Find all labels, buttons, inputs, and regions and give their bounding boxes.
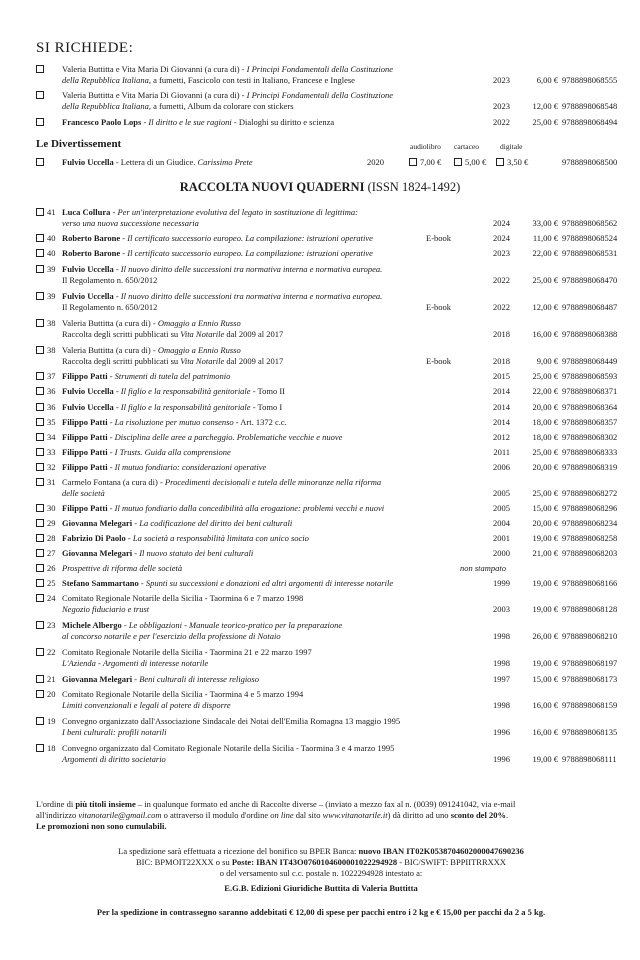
item-author: Stefano Sammartano (62, 578, 139, 588)
digital-price: 3,50 € (507, 157, 529, 167)
item-title: Argomenti di diritto societario (62, 754, 166, 764)
order-checkbox[interactable] (36, 690, 44, 698)
order-checkbox[interactable] (36, 717, 44, 725)
item-year: 2023 (493, 101, 510, 111)
separator: - (107, 371, 115, 381)
item-author: Carmelo Fontana (a cura di) (62, 477, 158, 487)
item-price: 15,00 € (532, 674, 558, 684)
item-title: I Principi Fondamentali della Costituzione (246, 90, 394, 100)
item-price: 25,00 € (532, 275, 558, 285)
page-heading: SI RICHIEDE: (36, 40, 134, 56)
volume-number: 39 (47, 291, 56, 301)
item-title: Prospettive di riforma delle società (62, 563, 183, 573)
order-checkbox[interactable] (36, 372, 44, 380)
volume-number: 36 (47, 402, 56, 412)
order-checkbox[interactable] (36, 433, 44, 441)
footer-payment-info: La spedizione sarà effettuata a ricezione del bonifico su BPER Banca: nuovo IBAN IT02K0538704602000047690236 BIC: BPMOIT22XXX o su Poste: IBAN IT43O0760104600001022294928 - BIC/SWIFT: BPPIITRRXXX o del versamento sul c.c. postale n. 1022294928 intestato a: E.G.B. Edizioni Giuridiche Buttita di Valeria Buttitta (118, 846, 524, 893)
audiobook-checkbox[interactable] (409, 158, 417, 166)
item-isbn: 9788898068197 (562, 658, 618, 668)
item-author: Giovanna Melegari (62, 548, 133, 558)
item-author: Filippo Patti (62, 447, 108, 457)
item-title: Le obbligazioni - Manuale teorico-pratico per la preparazione (128, 620, 343, 630)
item-isbn: 9788898068531 (562, 248, 618, 258)
volume-number: 22 (47, 647, 56, 657)
item-price: 11,00 € (532, 233, 558, 243)
item-price: 22,00 € (532, 248, 558, 258)
item-title: Per un'interpretazione evolutiva del legato in sostituzione di legittima: (117, 207, 358, 217)
separator: - (110, 207, 118, 217)
item-title: Omaggio a Ennio Russo (157, 345, 241, 355)
order-checkbox[interactable] (36, 65, 44, 73)
item-isbn: 9788898068272 (562, 488, 618, 498)
volume-number: 39 (47, 264, 56, 274)
item-price: 9,00 € (536, 356, 558, 366)
item-year: 2022 (493, 275, 510, 285)
item-year: 1996 (493, 754, 510, 764)
item-author: Fulvio Uccella (62, 386, 114, 396)
item-year: 2005 (493, 503, 510, 513)
item-year: 2011 (493, 447, 510, 457)
volume-number: 29 (47, 518, 56, 528)
item-title: Limiti convenzionali e legali al potere di disporre (62, 700, 231, 710)
item-author: Filippo Patti (62, 503, 108, 513)
order-checkbox[interactable] (36, 448, 44, 456)
item-year: 1997 (493, 674, 510, 684)
item-isbn: 9788898068364 (562, 402, 618, 412)
volume-number: 32 (47, 462, 56, 472)
item-price: 20,00 € (532, 462, 558, 472)
item-author: Fulvio Uccella (62, 291, 114, 301)
item-author: Fulvio Uccella (62, 157, 114, 167)
volume-number: 25 (47, 578, 56, 588)
item-title: della Repubblica Italiana (62, 101, 149, 111)
item-isbn: 9788898068593 (562, 371, 618, 381)
item-year: 2001 (493, 533, 510, 543)
separator: - (107, 462, 115, 472)
item-isbn: 9788898068319 (562, 462, 618, 472)
item-author: Valeria Buttitta (a cura di) (62, 345, 151, 355)
item-isbn: 9788898068234 (562, 518, 618, 528)
item-title: I beni culturali: profili notarili (62, 727, 167, 737)
volume-number: 34 (47, 432, 56, 442)
item-year: 2006 (493, 462, 510, 472)
volume-number: 26 (47, 563, 56, 573)
order-checkbox[interactable] (36, 564, 44, 572)
volume-number: 24 (47, 593, 56, 603)
order-checkbox[interactable] (36, 504, 44, 512)
order-checkbox[interactable] (36, 265, 44, 273)
item-author: Comitato Regionale Notarile della Sicilia - Taormina 21 e 22 marzo 1997 (62, 647, 312, 657)
item-title: Procedimenti decisionali e tutela delle minoranze nella riforma (164, 477, 382, 487)
separator: - (120, 248, 128, 258)
item-isbn: 9788898068203 (562, 548, 618, 558)
item-title: Il figlio e la responsabilità genitoriale (120, 386, 251, 396)
order-checkbox[interactable] (36, 463, 44, 471)
digital-checkbox[interactable] (496, 158, 504, 166)
status-not-printed: non stampato (460, 563, 507, 573)
item-isbn: 9788898068111 (562, 754, 617, 764)
order-checkbox[interactable] (36, 234, 44, 242)
separator: - (150, 345, 158, 355)
item-description: Raccolta degli scritti pubblicati su (62, 329, 181, 339)
separator: - (107, 447, 115, 457)
item-year: 2023 (493, 248, 510, 258)
item-isbn: 9788898068296 (562, 503, 618, 513)
item-isbn: 9788898068548 (562, 101, 618, 111)
separator: - (121, 620, 129, 630)
volume-number: 40 (47, 233, 56, 243)
item-author: Francesco Paolo Lops (62, 117, 142, 127)
item-author: Valeria Buttitta (a cura di) (62, 318, 151, 328)
item-journal: Vita Notarile (180, 329, 225, 339)
item-title: La codificazione del diritto dei beni culturali (139, 518, 293, 528)
item-isbn: 9788898068159 (562, 700, 618, 710)
separator: - (132, 518, 140, 528)
item-year: 1998 (493, 658, 510, 668)
item-year: 1998 (493, 631, 510, 641)
volume-number: 33 (47, 447, 56, 457)
website-link[interactable]: www.vitanotarile.it (322, 810, 388, 820)
item-price: 19,00 € (532, 658, 558, 668)
item-price: 16,00 € (532, 700, 558, 710)
item-year: 2018 (493, 356, 510, 366)
item-price: 25,00 € (532, 117, 558, 127)
order-checkbox[interactable] (36, 594, 44, 602)
item-title: La società a responsabilità limitata con unico socio (132, 533, 309, 543)
order-checkbox[interactable] (36, 319, 44, 327)
volume-number: 37 (47, 371, 56, 381)
volume-number: 19 (47, 716, 56, 726)
item-year: 2023 (493, 75, 510, 85)
item-description: Il Regolamento n. 650/2012 (62, 302, 158, 312)
item-year: 2012 (493, 432, 510, 442)
item-isbn: 9788898068562 (562, 218, 618, 228)
collection-title: RACCOLTA NUOVI QUADERNI (ISSN 1824-1492) (179, 180, 461, 194)
item-isbn: 9788898068388 (562, 329, 618, 339)
order-checkbox[interactable] (36, 91, 44, 99)
format-label-paper: cartaceo (454, 142, 479, 151)
paper-price: 5,00 € (465, 157, 487, 167)
item-year: 1999 (493, 578, 510, 588)
separator: - (138, 578, 146, 588)
item-price: 19,00 € (532, 754, 558, 764)
audiobook-price: 7,00 € (420, 157, 442, 167)
item-author: Giovanna Melegari (62, 674, 133, 684)
item-description: dal 2009 al 2017 (224, 329, 284, 339)
item-author: Fabrizio Di Paolo (62, 533, 126, 543)
item-author: Fulvio Uccella (62, 402, 114, 412)
item-isbn: 9788898068494 (562, 117, 618, 127)
order-checkbox[interactable] (36, 519, 44, 527)
volume-number: 20 (47, 689, 56, 699)
format-label-audiobook: audiolibro (410, 142, 441, 151)
order-checkbox[interactable] (36, 648, 44, 656)
item-isbn: 9788898068555 (562, 75, 618, 85)
order-checkbox[interactable] (36, 579, 44, 587)
item-title: della Repubblica Italiana (62, 75, 149, 85)
footer-order-terms: L'ordine di più titoli insieme – in qualunque formato ed anche di Raccolte diverse – (inviato a mezzo fax al n. (0039) 091241042, via e-mail all'indirizzo vitanotarile@gmail.com o attraverso il modulo d'ordine on line dal sito www.vitanotarile.it) dà diritto ad uno sconto del 20%. Le promozioni non sono cumulabili. (36, 799, 516, 831)
item-isbn: 9788898068449 (562, 356, 618, 366)
item-title: Omaggio a Ennio Russo (157, 318, 241, 328)
item-isbn: 9788898068302 (562, 432, 618, 442)
item-title: al concorso notarile e per l'esercizio della professione di Notaio (62, 631, 281, 641)
item-author: Convegno organizzato dal Comitato Regionale Notarile della Sicilia - Taormina 3 e 4 marzo 1995 (62, 743, 395, 753)
item-title: I Principi Fondamentali della Costituzione (246, 64, 394, 74)
item-title: Il nuovo diritto delle successioni tra normativa interna e normativa europea. (120, 291, 383, 301)
item-author: Filippo Patti (62, 462, 108, 472)
volume-number: 28 (47, 533, 56, 543)
item-year: 2015 (493, 371, 510, 381)
item-price: 19,00 € (532, 533, 558, 543)
item-price: 25,00 € (532, 488, 558, 498)
separator: - (125, 533, 133, 543)
item-price: 21,00 € (532, 548, 558, 558)
item-author: Giovanna Melegari (62, 518, 133, 528)
separator: - (107, 503, 115, 513)
order-checkbox[interactable] (36, 118, 44, 126)
item-year: 2014 (493, 417, 510, 427)
item-price: 16,00 € (532, 329, 558, 339)
item-year: 2024 (493, 218, 510, 228)
item-isbn: 9788898068210 (562, 631, 618, 641)
item-price: 22,00 € (532, 386, 558, 396)
item-price: 18,00 € (532, 417, 558, 427)
item-price: 19,00 € (532, 578, 558, 588)
item-title: Spunti su successioni e donazioni ed altri argomenti di interesse notarile (145, 578, 394, 588)
item-isbn: 9788898068371 (562, 386, 618, 396)
item-author: Michele Albergo (62, 620, 122, 630)
item-title: Il nuovo diritto delle successioni tra normativa interna e normativa europea. (120, 264, 383, 274)
item-title: L'Azienda - Argomenti di interesse notarile (62, 658, 209, 668)
item-author: Luca Collura (62, 207, 111, 217)
item-year: 2022 (493, 302, 510, 312)
volume-number: 35 (47, 417, 56, 427)
item-author: Filippo Patti (62, 417, 108, 427)
order-checkbox[interactable] (36, 621, 44, 629)
item-author: Comitato Regionale Notarile della Sicilia - Taormina 6 e 7 marzo 1998 (62, 593, 304, 603)
item-isbn: 9788898068135 (562, 727, 618, 737)
item-year: 2000 (493, 548, 510, 558)
item-year: 2005 (493, 488, 510, 498)
divertissement-title: Le Divertissement (36, 138, 122, 150)
item-description: , a fumetti, Album da colorare con stickers (148, 101, 294, 111)
item-year: 2024 (493, 233, 510, 243)
item-description: dal 2009 al 2017 (224, 356, 284, 366)
item-price: 25,00 € (532, 371, 558, 381)
item-price: 19,00 € (532, 604, 558, 614)
item-year: 2003 (493, 604, 510, 614)
order-checkbox[interactable] (36, 675, 44, 683)
volume-number: 40 (47, 248, 56, 258)
volume-number: 23 (47, 620, 56, 630)
item-year: 2004 (493, 518, 510, 528)
item-title: Il mutuo fondiario dalla concedibilità alla erogazione: problemi vecchi e nuovi (114, 503, 385, 513)
order-checkbox[interactable] (36, 418, 44, 426)
volume-number: 21 (47, 674, 56, 684)
item-title: Il nuovo statuto dei beni culturali (139, 548, 254, 558)
item-isbn: 9788898068524 (562, 233, 618, 243)
email-link[interactable]: vitanotarile@gmail.com (78, 810, 162, 820)
item-author: Fulvio Uccella (62, 264, 114, 274)
item-year: 2014 (493, 402, 510, 412)
item-author: Convegno organizzato dall'Associazione Sindacale dei Notai dell'Emilia Romagna 13 maggio 1995 (62, 716, 401, 726)
separator: - (113, 264, 121, 274)
item-price: 16,00 € (532, 727, 558, 737)
item-year: 2014 (493, 386, 510, 396)
order-checkbox[interactable] (36, 478, 44, 486)
item-subtitle: - Art. 1372 c.c. (233, 417, 287, 427)
volume-number: 31 (47, 477, 56, 487)
paper-checkbox[interactable] (454, 158, 462, 166)
volume-number: 41 (47, 207, 56, 217)
item-isbn: 9788898068166 (562, 578, 618, 588)
order-checkbox[interactable] (36, 158, 44, 166)
item-price: 25,00 € (532, 447, 558, 457)
separator: - (132, 674, 140, 684)
separator: - (157, 477, 165, 487)
item-description: Raccolta degli scritti pubblicati su (62, 356, 181, 366)
item-price: 12,00 € (532, 101, 558, 111)
item-price: 33,00 € (532, 218, 558, 228)
order-checkbox[interactable] (36, 744, 44, 752)
item-year: 2018 (493, 329, 510, 339)
item-author: Roberto Barone (62, 248, 121, 258)
item-isbn: 9788898068128 (562, 604, 618, 614)
item-subtitle: - Tomo II (250, 386, 286, 396)
item-isbn: 9788898068333 (562, 447, 618, 457)
item-title: Il certificato successorio europeo. La compilazione: istruzioni operative (127, 248, 373, 258)
item-title: Il certificato successorio europeo. La compilazione: istruzioni operative (127, 233, 373, 243)
separator: - (113, 386, 121, 396)
item-isbn: 9788898068500 (562, 157, 618, 167)
order-checkbox[interactable] (36, 249, 44, 257)
separator: - (132, 548, 140, 558)
item-title: La risoluzione per mutuo consenso (114, 417, 234, 427)
order-checkbox[interactable] (36, 549, 44, 557)
order-checkbox[interactable] (36, 208, 44, 216)
item-isbn: 9788898068487 (562, 302, 618, 312)
order-checkbox[interactable] (36, 534, 44, 542)
volume-number: 18 (47, 743, 56, 753)
order-checkbox[interactable] (36, 292, 44, 300)
format-note: E-book (426, 233, 452, 243)
item-title: - Lettera di un Giudice. (113, 157, 198, 167)
item-isbn: 9788898068173 (562, 674, 618, 684)
item-title: Disciplina delle aree a parcheggio. Problematiche vecchie e nuove (114, 432, 343, 442)
volume-number: 30 (47, 503, 56, 513)
volume-number: 38 (47, 345, 56, 355)
item-title: Il mutuo fondiario: considerazioni operative (114, 462, 267, 472)
item-price: 15,00 € (532, 503, 558, 513)
item-author: Comitato Regionale Notarile della Sicilia - Taormina 4 e 5 marzo 1994 (62, 689, 304, 699)
item-title: - Il diritto e le sue ragioni (141, 117, 232, 127)
order-checkbox[interactable] (36, 403, 44, 411)
volume-number: 36 (47, 386, 56, 396)
item-year: 1996 (493, 727, 510, 737)
item-price: 12,00 € (532, 302, 558, 312)
item-year: 2020 (367, 157, 384, 167)
item-year: 2022 (493, 117, 510, 127)
item-price: 26,00 € (532, 631, 558, 641)
separator: - (113, 291, 121, 301)
item-journal: Vita Notarile (180, 356, 225, 366)
item-author: Roberto Barone (62, 233, 121, 243)
format-note: E-book (426, 302, 452, 312)
item-title: Strumenti di tutela del patrimonio (114, 371, 231, 381)
item-isbn: 9788898068470 (562, 275, 618, 285)
format-note: E-book (426, 356, 452, 366)
footer-shipping-note: Per la spedizione in contrassegno saranno addebitati € 12,00 di spese per pacchi entro i 2 kg e € 15,00 per pacchi da 2 a 5 kg. (96, 907, 546, 917)
item-price: 20,00 € (532, 402, 558, 412)
format-label-digital: digitale (500, 142, 523, 151)
order-checkbox[interactable] (36, 346, 44, 354)
item-isbn: 9788898068258 (562, 533, 618, 543)
separator: - (107, 432, 115, 442)
separator: - (120, 233, 128, 243)
separator: - (113, 402, 121, 412)
item-description: Il Regolamento n. 650/2012 (62, 275, 158, 285)
item-subtitle: - Dialoghi su diritto e scienza (231, 117, 335, 127)
volume-number: 38 (47, 318, 56, 328)
item-subtitle: Carissimo Prete (197, 157, 253, 167)
item-title: Negozio fiduciario e trust (62, 604, 150, 614)
item-price: 20,00 € (532, 518, 558, 528)
item-title: I Trusts. Guida alla comprensione (114, 447, 231, 457)
item-isbn: 9788898068357 (562, 417, 618, 427)
item-subtitle: - Tomo I (250, 402, 283, 412)
item-title: Beni culturali di interesse religioso (139, 674, 259, 684)
item-author: Filippo Patti (62, 371, 108, 381)
item-author: Filippo Patti (62, 432, 108, 442)
item-year: 1998 (493, 700, 510, 710)
order-checkbox[interactable] (36, 387, 44, 395)
item-author: Valeria Buttitta e Vita Maria Di Giovanni (a cura di) - (62, 90, 247, 100)
item-price: 6,00 € (536, 75, 558, 85)
item-price: 18,00 € (532, 432, 558, 442)
item-title: verso una nuova successione necessaria (62, 218, 199, 228)
item-author: Valeria Buttitta e Vita Maria Di Giovanni (a cura di) - (62, 64, 247, 74)
volume-number: 27 (47, 548, 56, 558)
separator: - (150, 318, 158, 328)
item-description: , a fumetti, Fascicolo con testi in Italiano, Francese e Inglese (148, 75, 355, 85)
separator: - (107, 417, 115, 427)
item-title: Il figlio e la responsabilità genitoriale (120, 402, 251, 412)
item-title: delle società (62, 488, 105, 498)
